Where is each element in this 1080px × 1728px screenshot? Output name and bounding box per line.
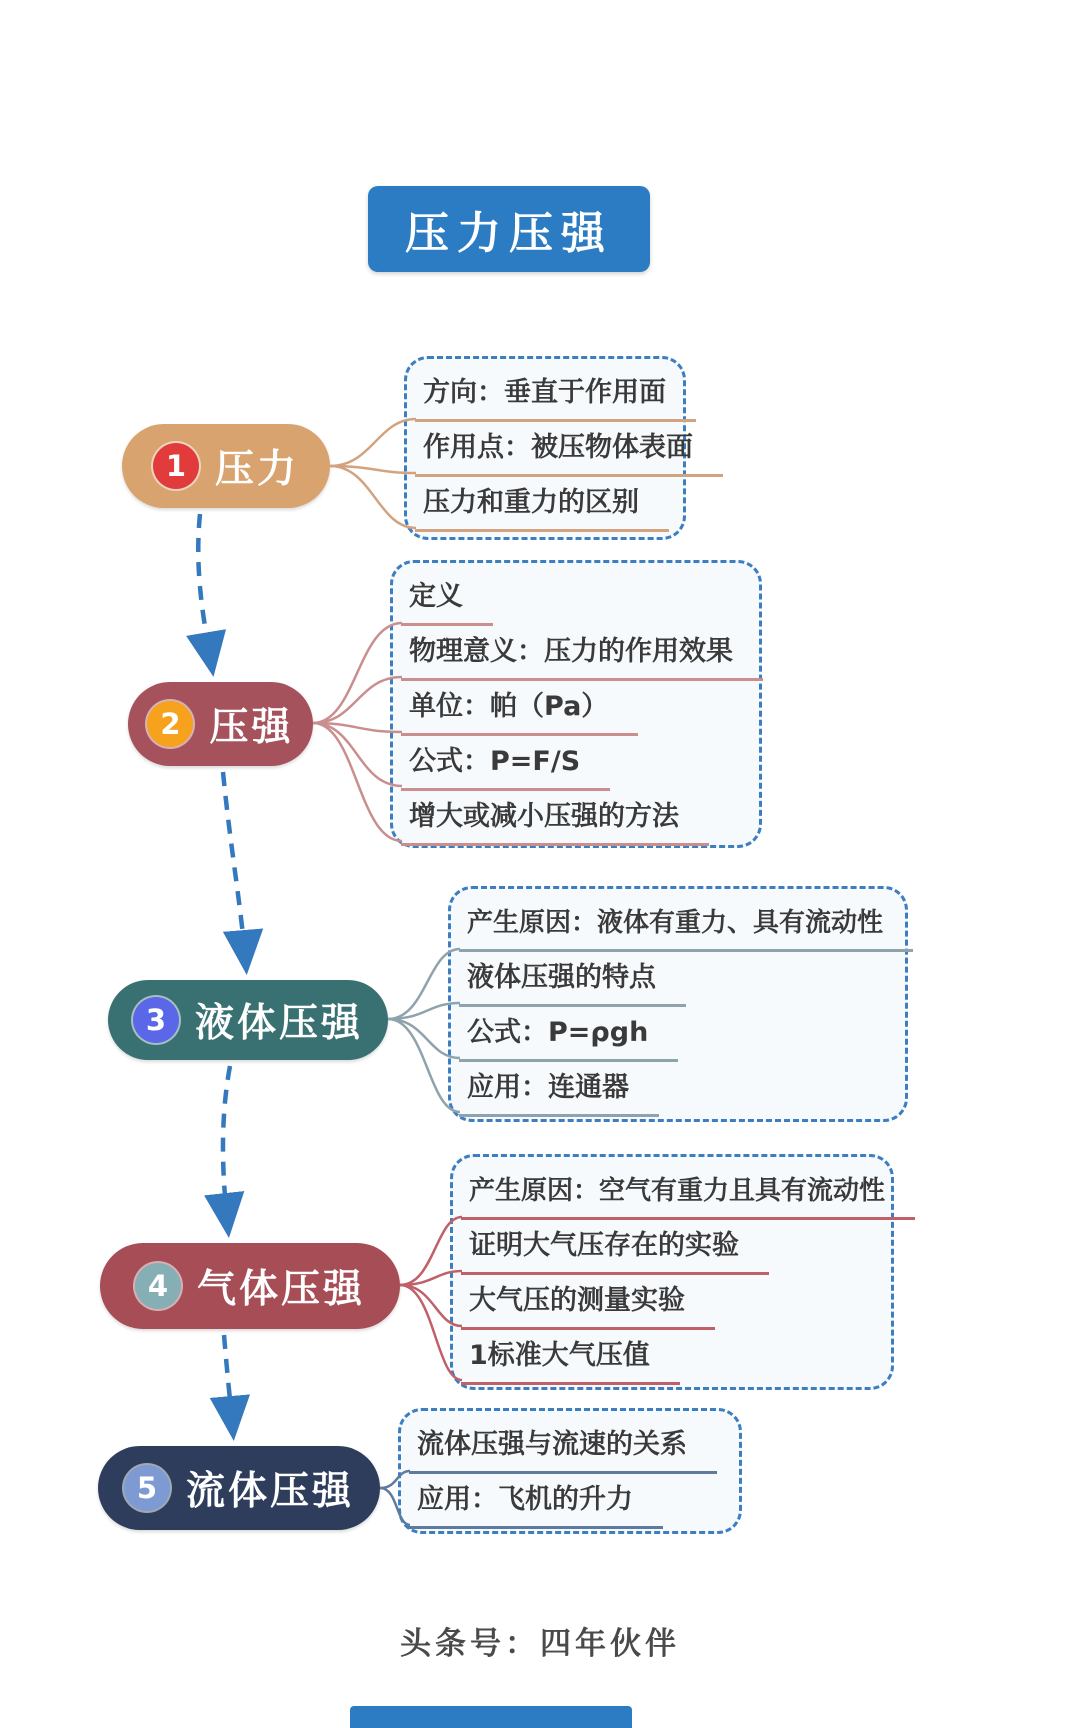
detail-item: 方向：垂直于作用面 [415, 367, 696, 422]
detail-box-pressure [390, 560, 762, 848]
node-1-badge: 1 [153, 443, 199, 489]
branch-lines-2 [313, 623, 402, 841]
page-title: 压力压强 [368, 186, 650, 272]
detail-item: 作用点：被压物体表面 [415, 422, 723, 477]
detail-item: 定义 [401, 571, 493, 626]
detail-item: 大气压的测量实验 [461, 1275, 715, 1330]
detail-box-liquid-pressure [448, 886, 908, 1122]
detail-box-fluid-pressure [398, 1408, 742, 1534]
detail-item: 应用：飞机的升力 [409, 1474, 663, 1529]
detail-item: 1标准大气压值 [461, 1330, 680, 1385]
footer-bar [350, 1706, 632, 1728]
node-pressure-force [122, 424, 330, 508]
detail-box-pressure-force [404, 356, 693, 540]
detail-item: 物理意义：压力的作用效果 [401, 626, 763, 681]
detail-item: 产生原因：液体有重力、具有流动性 [459, 897, 913, 952]
detail-box-gas-pressure [450, 1154, 894, 1390]
detail-item: 单位：帕（Pa） [401, 681, 638, 736]
footer-credit: 头条号：四年伙伴 [400, 1626, 680, 1662]
node-3-label: 液体压强 [194, 1001, 363, 1046]
detail-item: 流体压强与流速的关系 [409, 1419, 717, 1474]
detail-item: 公式：P=ρgh [459, 1007, 678, 1062]
node-4-label: 气体压强 [196, 1267, 365, 1312]
node-2-badge: 2 [147, 701, 193, 747]
node-5-badge: 5 [124, 1465, 170, 1511]
node-1-label: 压力 [214, 447, 299, 492]
node-pressure [128, 682, 313, 766]
detail-item: 应用：连通器 [459, 1062, 659, 1117]
detail-item: 证明大气压存在的实验 [461, 1220, 769, 1275]
detail-item: 液体压强的特点 [459, 952, 686, 1007]
node-gas-pressure [100, 1243, 400, 1329]
detail-item: 公式：P=F/S [401, 736, 610, 791]
node-4-badge: 4 [135, 1263, 181, 1309]
detail-item: 增大或减小压强的方法 [401, 791, 709, 846]
node-fluid-pressure [98, 1446, 380, 1530]
node-5-label: 流体压强 [185, 1469, 354, 1514]
detail-item: 产生原因：空气有重力且具有流动性 [461, 1165, 915, 1220]
node-3-badge: 3 [133, 997, 179, 1043]
node-2-label: 压强 [209, 705, 294, 750]
node-liquid-pressure [108, 980, 388, 1060]
detail-item: 压力和重力的区别 [415, 477, 669, 532]
